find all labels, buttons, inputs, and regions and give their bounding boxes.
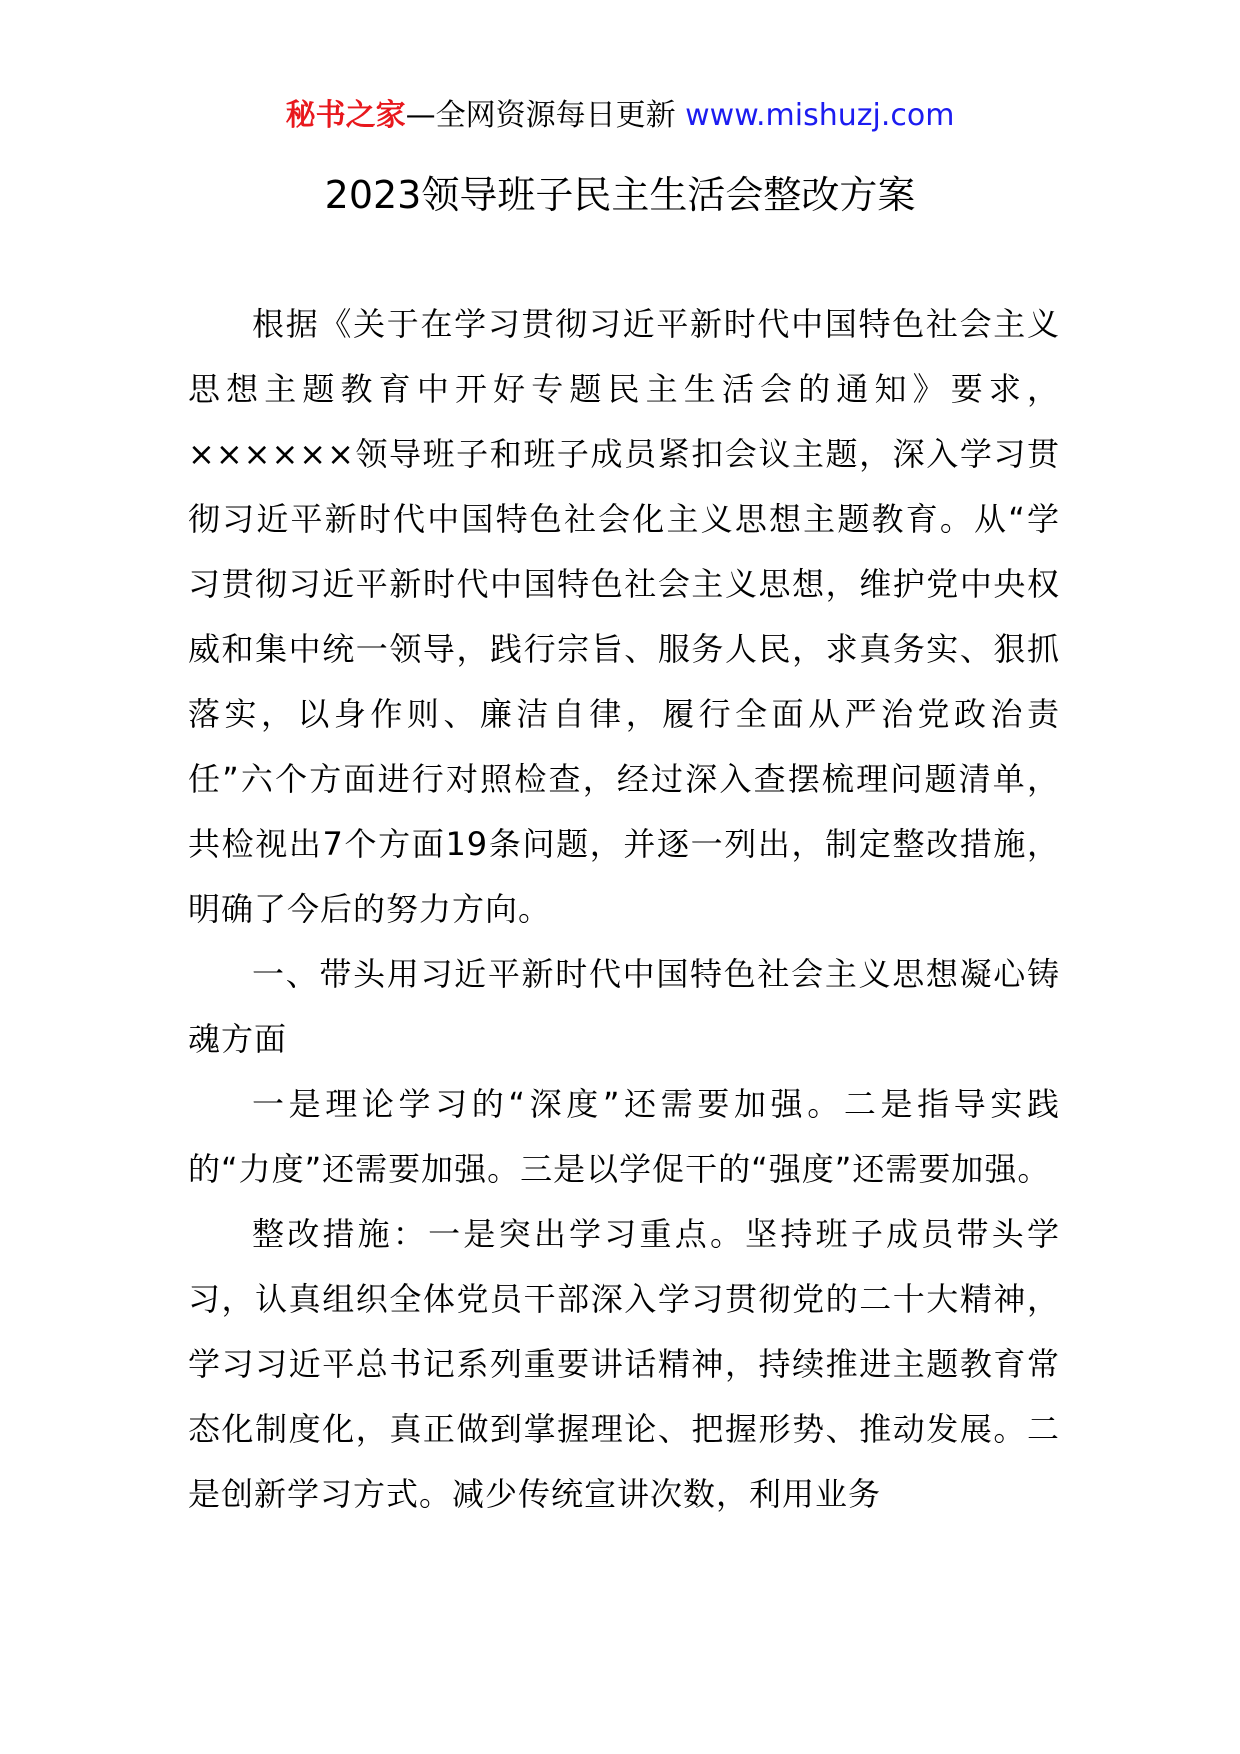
paragraph-measures: 整改措施：一是突出学习重点。坚持班子成员带头学习，认真组织全体党员干部深入学习贯彻党的二十大精神，学习习近平总书记系列重要讲话精神，持续推进主题教育常态化制度化，真正做到掌握理论、把握形势、推动发展。二是创新学习方式。减少传统宣讲次数，利用业务	[188, 1215, 1060, 1513]
site-slogan: —全网资源每日更新	[405, 98, 676, 133]
document-title: 2023领导班子民主生活会整改方案	[324, 173, 916, 217]
document-body	[188, 292, 1060, 1527]
site-url-link[interactable]: www.mishuzj.com	[685, 98, 955, 133]
paragraph-problems: 一是理论学习的“深度”还需要加强。二是指导实践的“力度”还需要加强。三是以学促干的“强度”还需要加强。	[188, 1085, 1060, 1188]
site-header	[0, 96, 1240, 136]
site-brand: 秘书之家	[285, 98, 406, 133]
paragraph-intro: 根据《关于在学习贯彻习近平新时代中国特色社会主义思想主题教育中开好专题民主生活会的通知》要求，××××××领导班子和班子成员紧扣会议主题，深入学习贯彻习近平新时代中国特色社会化主义思想主题教育。从“学习贯彻习近平新时代中国特色社会主义思想，维护党中央权威和集中统一领导，践行宗旨、服务人民，求真务实、狠抓落实，以身作则、廉洁自律，履行全面从严治党政治责任”六个方面进行对照检查，经过深入查摆梳理问题清单，共检视出7个方面19条问题，并逐一列出，制定整改措施，明确了今后的努力方向。	[188, 305, 1060, 928]
section-heading-1: 一、带头用习近平新时代中国特色社会主义思想凝心铸魂方面	[188, 955, 1060, 1058]
